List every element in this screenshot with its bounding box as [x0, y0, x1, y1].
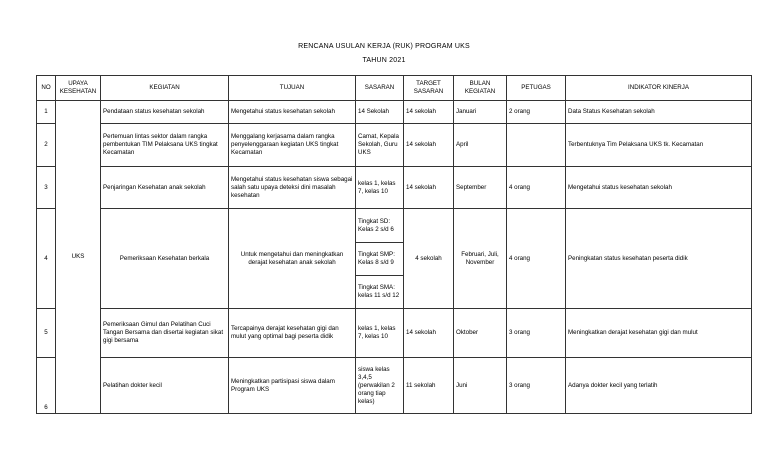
tujuan-cell: Mengetahui status kesehatan sekolah [229, 101, 356, 124]
header-indikator: INDIKATOR KINERJA [566, 76, 752, 101]
target-cell: 14 sekolah [404, 124, 454, 167]
row-no: 2 [37, 124, 56, 167]
petugas-cell: 4 orang [507, 209, 566, 309]
petugas-cell [507, 124, 566, 167]
indikator-cell: Peningkatan status kesehatan peserta didik [566, 209, 752, 309]
kegiatan-cell: Pemeriksaan Gimul dan Pelatihan Cuci Tangan Bersama dan disertai kegiatan sikat gigi bersama [101, 309, 229, 358]
header-row [37, 76, 752, 101]
bulan-cell: Februari, Juli, November [454, 209, 507, 309]
row-no: 3 [37, 167, 56, 209]
indikator-cell: Adanya dokter kecil yang terlatih [566, 358, 752, 414]
bulan-cell: Oktober [454, 309, 507, 358]
tujuan-cell: Untuk mengetahui dan meningkatkan derajat kesehatan anak sekolah [229, 209, 356, 309]
table-row [37, 209, 752, 309]
bulan-cell: April [454, 124, 507, 167]
header-upaya: UPAYA KESEHATAN [56, 76, 101, 101]
kegiatan-cell: Pertemuan lintas sektor dalam rangka pembentukan TIM Pelaksana UKS tingkat Kecamatan [101, 124, 229, 167]
row-no: 1 [37, 101, 56, 124]
tujuan-cell: Mengetahui status kesehatan siswa sebagai salah satu upaya deteksi dini masalah kesehatan [229, 167, 356, 209]
row-no: 5 [37, 309, 56, 358]
upaya-cell: UKS [56, 101, 101, 414]
sasaran-cell [356, 209, 404, 309]
petugas-cell: 3 orang [507, 309, 566, 358]
target-cell: 14 sekolah [404, 167, 454, 209]
bulan-cell: Juni [454, 358, 507, 414]
sasaran-sd: Tingkat SD: Kelas 2 s/d 6 [356, 210, 403, 243]
sasaran-cell: kelas 1, kelas 7, kelas 10 [356, 167, 404, 209]
table-row [37, 358, 752, 414]
bulan-cell: September [454, 167, 507, 209]
document-year: TAHUN 2021 [362, 57, 406, 64]
indikator-cell: Mengetahui status kesehatan sekolah [566, 167, 752, 209]
sasaran-sublist [356, 210, 403, 308]
target-cell: 11 sekolah [404, 358, 454, 414]
header-kegiatan: KEGIATAN [101, 76, 229, 101]
tujuan-cell: Meningkatkan partisipasi siswa dalam Program UKS [229, 358, 356, 414]
header-petugas: PETUGAS [507, 76, 566, 101]
tujuan-cell: Tercapainya derajat kesehatan gigi dan mulut yang optimal bagi peserta didik [229, 309, 356, 358]
sasaran-sma: Tingkat SMA: kelas 11 s/d 12 [358, 283, 400, 299]
header-sasaran: SASARAN [356, 76, 404, 101]
kegiatan-cell: Pemeriksaan Kesehatan berkala [101, 209, 229, 309]
petugas-cell: 3 orang [507, 358, 566, 414]
row-no: 6 [37, 358, 56, 414]
kegiatan-cell: Pelatihan dokter kecil [101, 358, 229, 414]
table-row [37, 309, 752, 358]
sasaran-cell: siswa kelas 3,4,5 (perwakilan 2 orang tiap kelas) [356, 358, 404, 414]
indikator-cell: Meningkatkan derajat kesehatan gigi dan mulut [566, 309, 752, 358]
table-row [37, 167, 752, 209]
indikator-cell: Terbentuknya Tim Pelaksana UKS tk. Kecamatan [566, 124, 752, 167]
document-title: RENCANA USULAN KERJA (RUK) PROGRAM UKS [298, 43, 470, 50]
header-bulan: BULAN KEGIATAN [454, 76, 507, 101]
header-target: TARGET SASARAN [404, 76, 454, 101]
target-cell: 14 sekolah [404, 101, 454, 124]
table-row [37, 124, 752, 167]
sasaran-smp: Tingkat SMP: Kelas 8 s/d 9 [356, 242, 403, 275]
petugas-cell: 2 orang [507, 101, 566, 124]
kegiatan-cell: Pendataan status kesehatan sekolah [101, 101, 229, 124]
header-tujuan: TUJUAN [229, 76, 356, 101]
indikator-cell: Data Status Kesehatan sekolah [566, 101, 752, 124]
target-cell: 14 sekolah [404, 309, 454, 358]
ruk-table [36, 75, 752, 414]
row-no: 4 [37, 209, 56, 309]
sasaran-cell: 14 Sekolah [356, 101, 404, 124]
header-no: NO [37, 76, 56, 101]
sasaran-cell: kelas 1, kelas 7, kelas 10 [356, 309, 404, 358]
bulan-cell: Januari [454, 101, 507, 124]
target-cell: 4 sekolah [404, 209, 454, 309]
petugas-cell: 4 orang [507, 167, 566, 209]
kegiatan-cell: Penjaringan Kesehatan anak sekolah [101, 167, 229, 209]
tujuan-cell: Menggalang kerjasama dalam rangka penyelenggaraan kegiatan UKS tingkat Kecamatan [229, 124, 356, 167]
sasaran-cell: Camat, Kepala Sekolah, Guru UKS [356, 124, 404, 167]
table-row [37, 101, 752, 124]
